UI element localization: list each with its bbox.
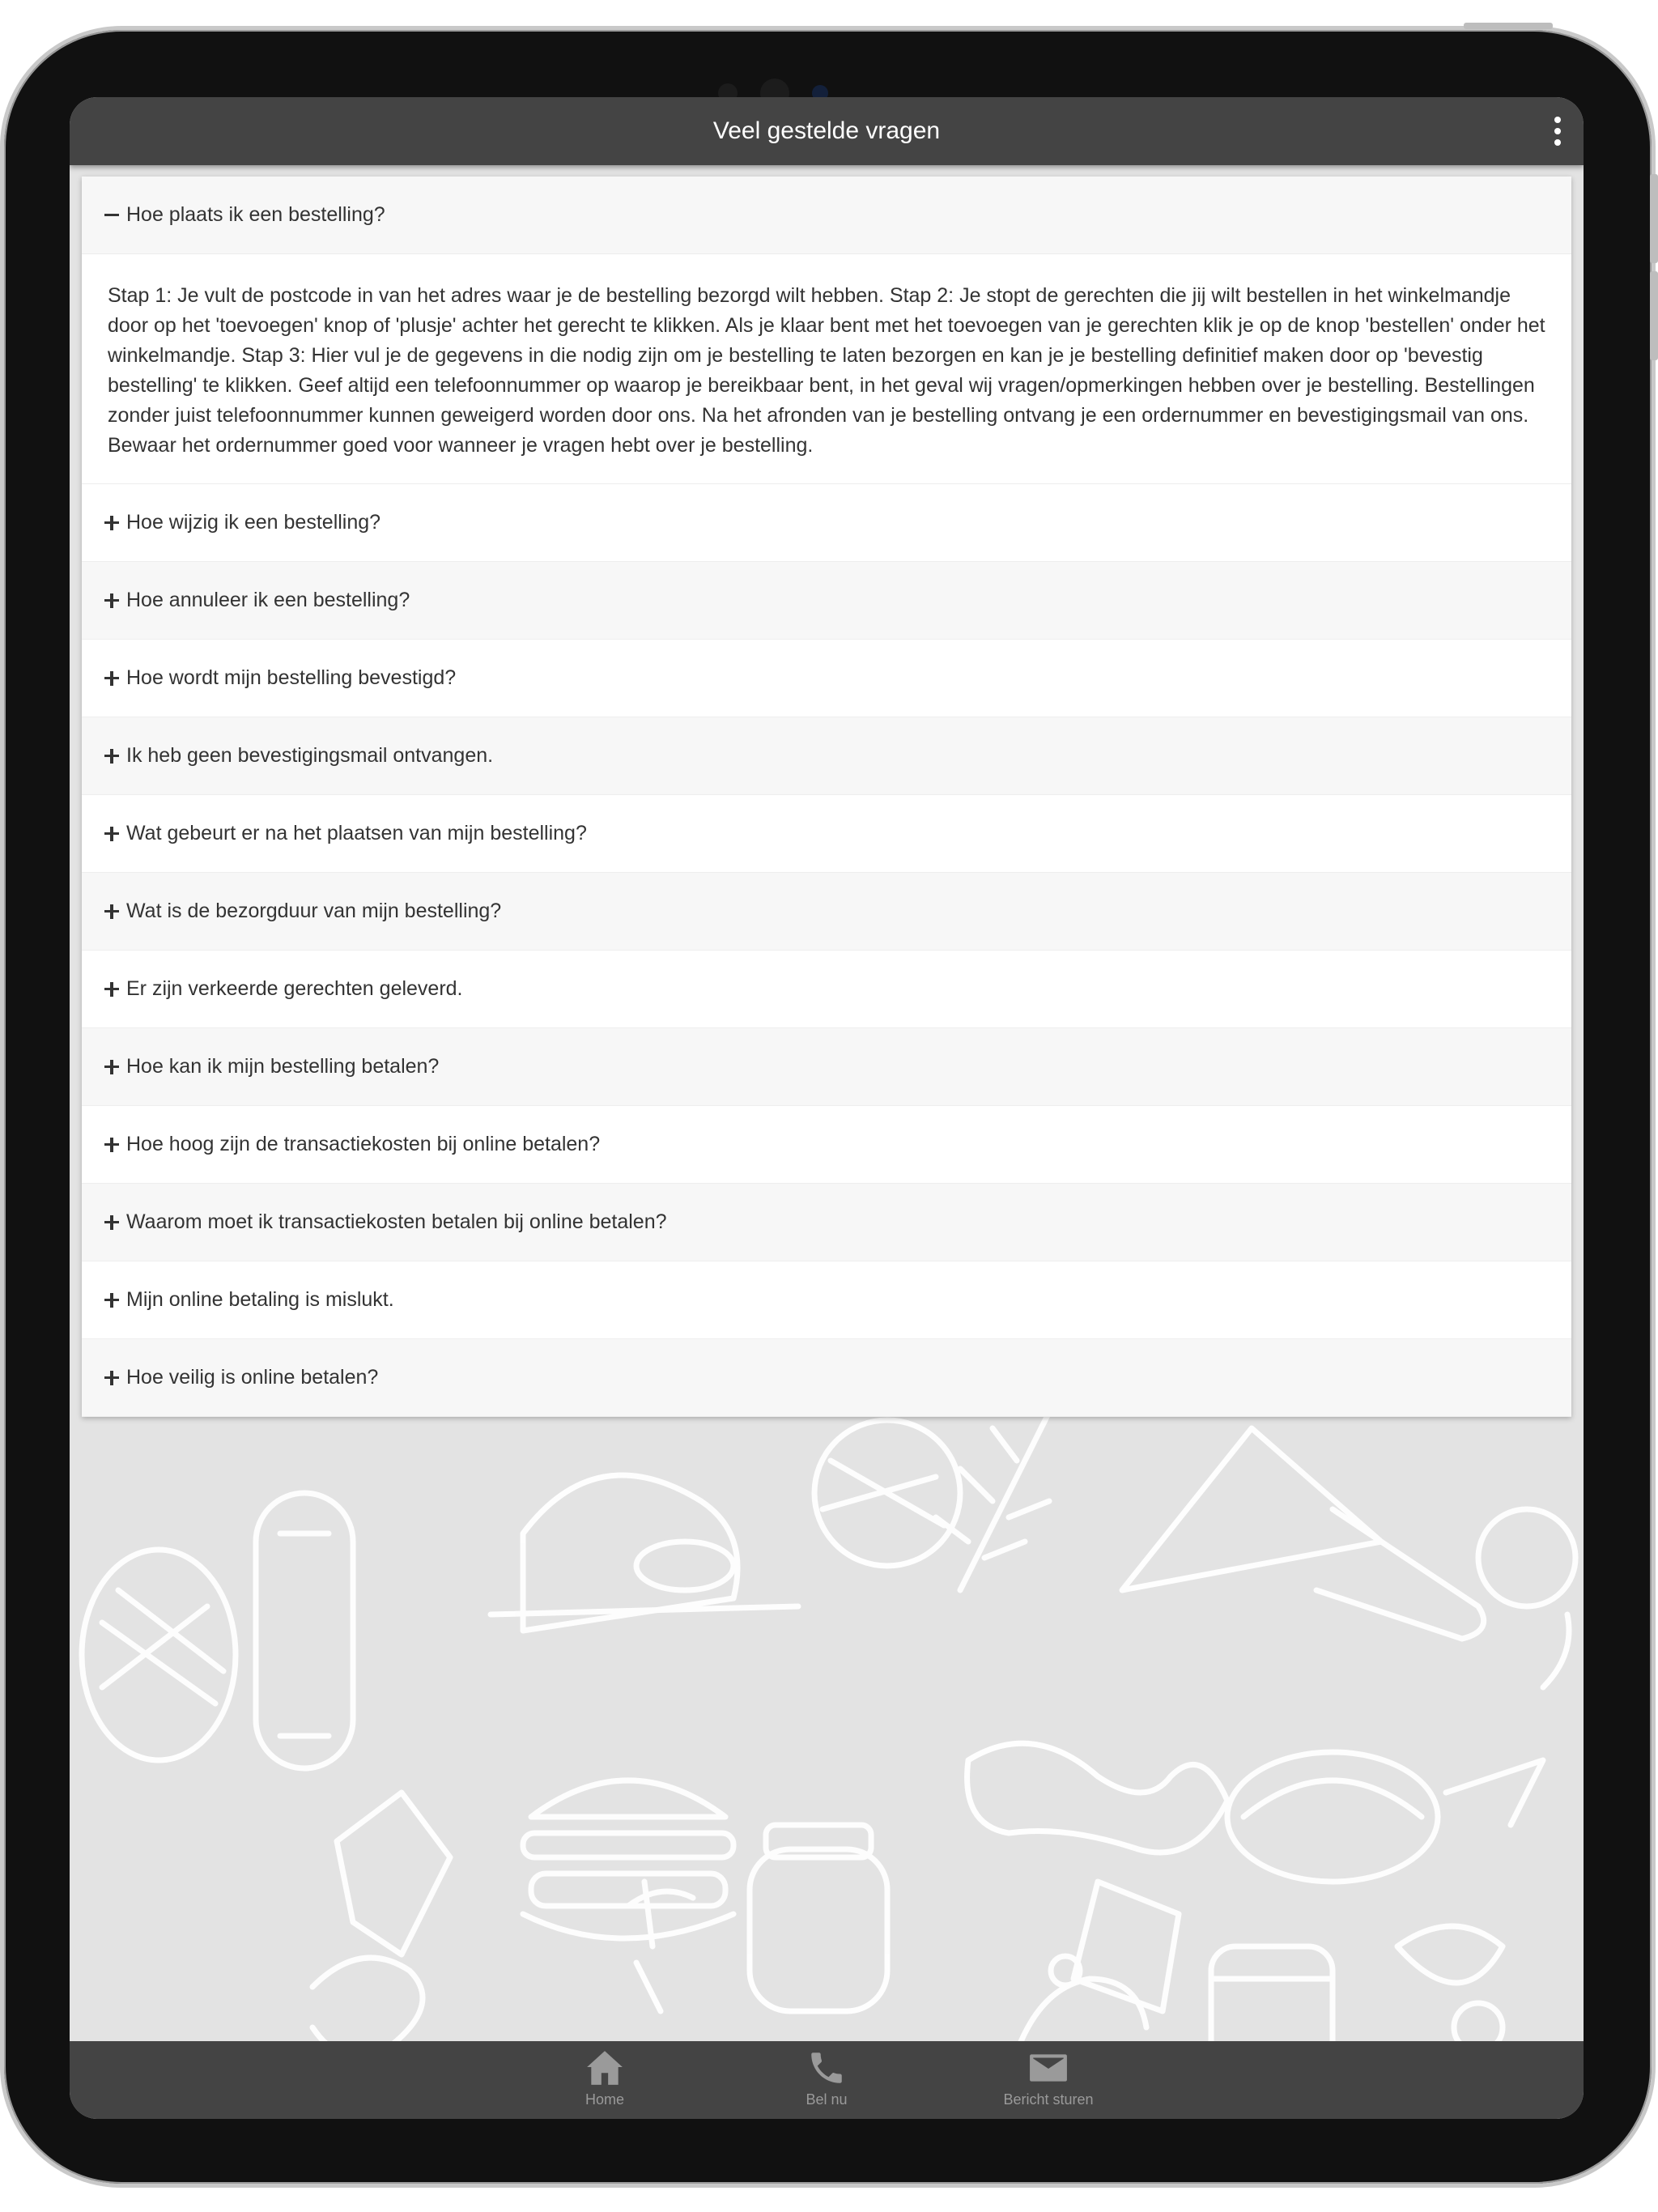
plus-icon (104, 982, 119, 997)
plus-icon (104, 1060, 119, 1074)
faq-question-label: Hoe plaats ik een bestelling? (126, 203, 385, 226)
faq-item (82, 1106, 1571, 1184)
plus-icon (104, 1138, 119, 1152)
faq-answer: Stap 1: Je vult de postcode in van het adres waar je de bestelling bezorgd wilt hebben. Stap 2: Je stopt de gerechten die jij wilt bestellen in het winkelmandje door op het 'toevoegen' knop of 'plusje' achter het gerecht te klikken. Als je klaar bent met het toevoegen van je gerechten klik je op de knop 'bestellen' onder het winkelmandje. Stap 3: Hier vul je de gegevens in die nodig zijn om je bestelling te laten bezorgen en kan je je bestelling definitief maken door op 'bevestig bestelling' te klikken. Geef altijd een telefoonnummer op waarop je bereikbaar bent, in het geval wij vragen/opmerkingen hebben over je bestelling. Bestellingen zonder juist telefoonnummer kunnen geweigerd worden door ons. Na het afronden van je bestelling ontvang je een ordernummer en bevestigingsmail van ons. Bewaar het ordernummer goed voor wanneer je vragen hebt over je bestelling. (82, 253, 1571, 483)
faq-question-label: Ik heb geen bevestigingsmail ontvangen. (126, 744, 494, 767)
faq-question-label: Hoe annuleer ik een bestelling? (126, 589, 410, 611)
faq-question-toggle[interactable] (82, 1184, 1571, 1261)
faq-item (82, 795, 1571, 873)
plus-icon (104, 516, 119, 530)
plus-icon (104, 749, 119, 764)
faq-item (82, 1184, 1571, 1261)
faq-question-toggle[interactable] (82, 1339, 1571, 1416)
faq-item (82, 1028, 1571, 1106)
plus-icon (104, 904, 119, 919)
nav-call[interactable] (746, 2048, 908, 2108)
nav-home-label: Home (585, 2091, 624, 2108)
faq-question-label: Hoe wijzig ik een bestelling? (126, 511, 381, 534)
nav-message[interactable] (967, 2048, 1129, 2108)
faq-item (82, 562, 1571, 640)
faq-question-label: Waarom moet ik transactiekosten betalen bij online betalen? (126, 1210, 667, 1233)
faq-question-toggle[interactable] (82, 873, 1571, 950)
minus-icon (104, 208, 119, 223)
volume-button-bottom (1650, 271, 1658, 360)
faq-item (82, 951, 1571, 1028)
plus-icon (104, 1371, 119, 1385)
plus-icon (104, 593, 119, 608)
home-icon (585, 2048, 625, 2088)
faq-item (82, 873, 1571, 951)
faq-question-label: Wat is de bezorgduur van mijn bestelling? (126, 900, 502, 922)
faq-question-toggle[interactable] (82, 717, 1571, 794)
faq-question-label: Wat gebeurt er na het plaatsen van mijn bestelling? (126, 822, 587, 844)
nav-home[interactable] (524, 2048, 686, 2108)
plus-icon (104, 1215, 119, 1230)
faq-question-toggle[interactable] (82, 1028, 1571, 1105)
page-title: Veel gestelde vragen (712, 117, 941, 144)
faq-question-label: Hoe hoog zijn de transactiekosten bij online betalen? (126, 1133, 601, 1155)
mail-icon (1028, 2048, 1069, 2088)
faq-question-toggle[interactable] (82, 562, 1571, 639)
faq-question-toggle[interactable] (82, 1106, 1571, 1183)
faq-question-toggle[interactable] (82, 795, 1571, 872)
faq-item (82, 177, 1571, 484)
power-button (1464, 23, 1553, 29)
faq-item (82, 484, 1571, 562)
nav-call-label: Bel nu (806, 2091, 848, 2108)
faq-item (82, 717, 1571, 795)
faq-question-toggle[interactable] (82, 640, 1571, 717)
faq-question-toggle[interactable] (82, 484, 1571, 561)
faq-question-label: Mijn online betaling is mislukt. (126, 1288, 394, 1311)
plus-icon (104, 1293, 119, 1308)
plus-icon (104, 671, 119, 686)
plus-icon (104, 827, 119, 841)
faq-question-label: Er zijn verkeerde gerechten geleverd. (126, 977, 463, 1000)
volume-button-top (1650, 174, 1658, 263)
faq-question-label: Hoe kan ik mijn bestelling betalen? (126, 1055, 440, 1078)
faq-question-toggle[interactable] (82, 951, 1571, 1027)
app-screen (70, 97, 1584, 2119)
bottom-navigation (70, 2041, 1584, 2119)
faq-question-label: Hoe veilig is online betalen? (126, 1366, 379, 1389)
faq-question-toggle[interactable] (82, 1261, 1571, 1338)
nav-message-label: Bericht sturen (1003, 2091, 1094, 2108)
faq-item (82, 1261, 1571, 1339)
faq-accordion (82, 177, 1571, 1417)
faq-item (82, 1339, 1571, 1417)
faq-question-label: Hoe wordt mijn bestelling bevestigd? (126, 666, 457, 689)
phone-icon (806, 2048, 847, 2088)
faq-question-toggle[interactable] (82, 177, 1571, 253)
faq-item (82, 640, 1571, 717)
top-app-bar (70, 97, 1584, 165)
more-vert-icon[interactable] (1553, 117, 1562, 146)
